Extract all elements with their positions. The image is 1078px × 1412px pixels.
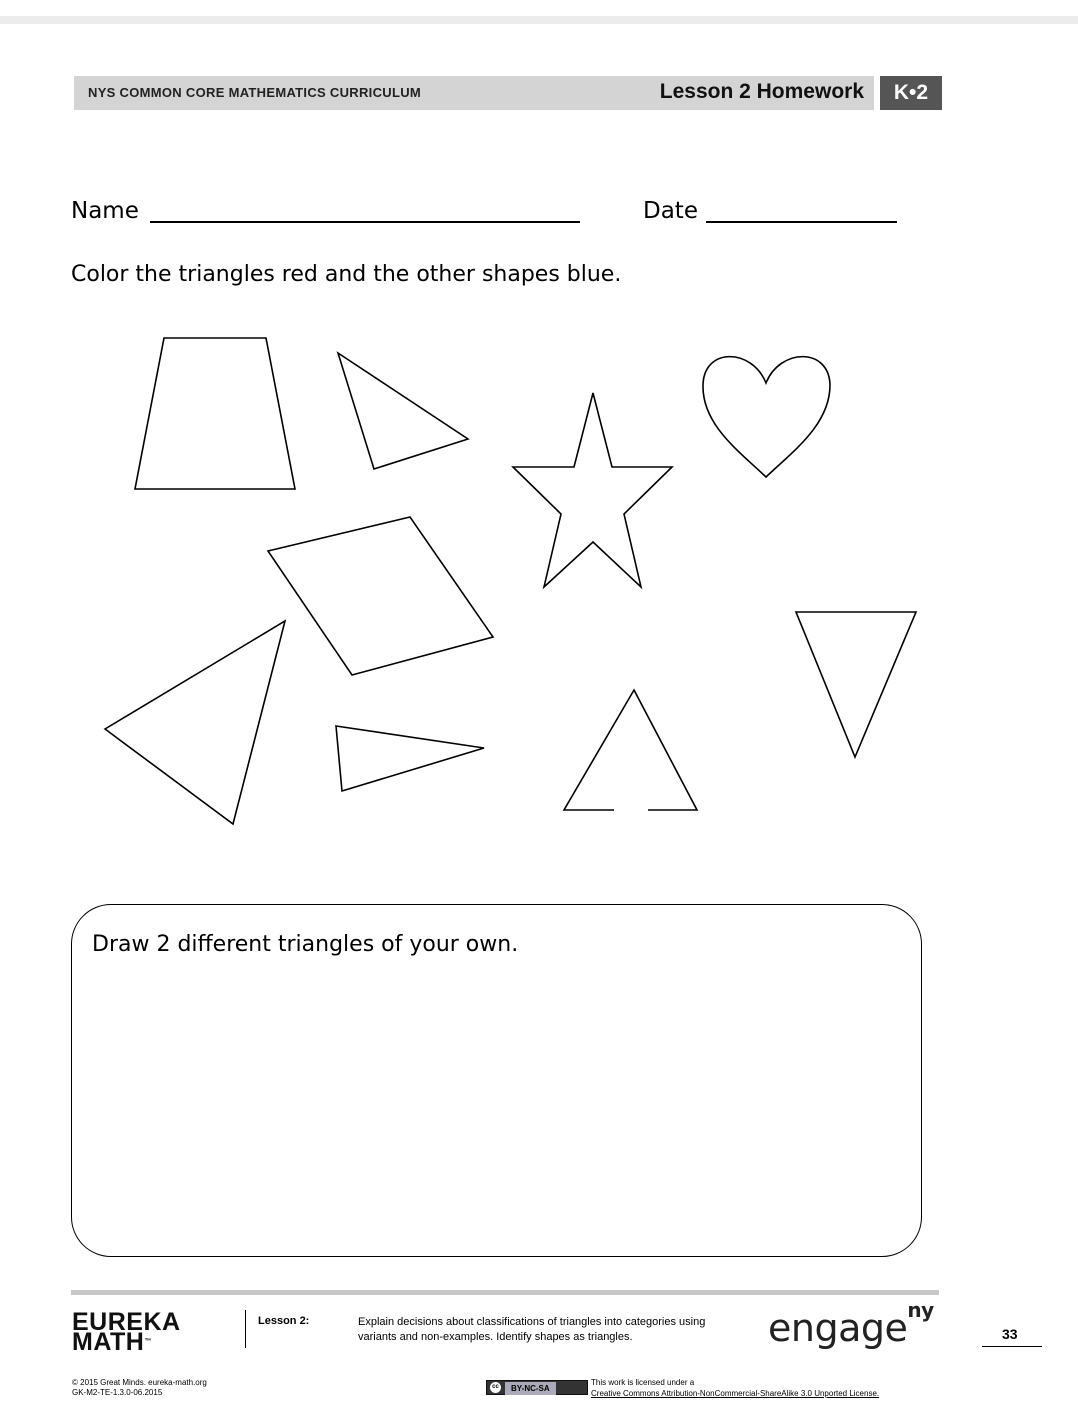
star-shape[interactable] <box>513 393 672 587</box>
curriculum-title: NYS COMMON CORE MATHEMATICS CURRICULUM <box>88 85 422 100</box>
description-line-2: variants and non-examples. Identify shapes as triangles. <box>358 1331 633 1343</box>
description-line-1: Explain decisions about classifications of triangles into categories using <box>358 1316 706 1328</box>
page-number-underline <box>982 1346 1042 1347</box>
grade-module-badge: K•2 <box>880 76 942 110</box>
copyright-line-2: GK-M2-TE-1.3.0-06.2015 <box>72 1388 163 1397</box>
license-line-1: This work is licensed under a <box>591 1378 695 1387</box>
creative-commons-badge[interactable] <box>486 1380 588 1395</box>
copyright-block <box>72 1378 207 1398</box>
engage-sup: ny <box>907 1298 934 1323</box>
license-text <box>591 1377 879 1399</box>
name-field[interactable] <box>150 221 580 223</box>
copyright-line-1: © 2015 Great Minds. eureka-math.org <box>72 1378 207 1387</box>
footer-description <box>358 1315 778 1345</box>
rhombus-shape[interactable] <box>268 517 493 675</box>
top-strip <box>0 16 1078 24</box>
logo-line-1: EUREKA <box>72 1308 181 1336</box>
header-bar <box>74 76 874 110</box>
drawing-prompt: Draw 2 different triangles of your own. <box>92 932 519 957</box>
open-triangle-shape[interactable] <box>564 690 697 810</box>
logo-line-2: MATH <box>72 1328 145 1356</box>
trapezoid-shape[interactable] <box>135 338 295 489</box>
heart-shape[interactable] <box>703 357 830 477</box>
trademark-mark: ™ <box>144 1338 152 1345</box>
date-field[interactable] <box>706 221 897 223</box>
engage-text: engage <box>768 1306 908 1350</box>
triangle-shape-3[interactable] <box>336 726 484 791</box>
lesson-title: Lesson 2 Homework <box>659 80 864 103</box>
eureka-math-logo <box>72 1308 181 1356</box>
cc-icon: cc <box>490 1382 501 1393</box>
footer-rule <box>71 1290 939 1295</box>
page-number: 33 <box>1002 1326 1018 1342</box>
footer-lesson-label: Lesson 2: <box>258 1315 310 1327</box>
triangle-shape-1[interactable] <box>338 353 468 469</box>
name-label: Name <box>71 198 139 224</box>
license-link[interactable]: Creative Commons Attribution-NonCommercial-ShareAlike 3.0 Unported License. <box>591 1389 880 1398</box>
footer-divider <box>245 1310 246 1348</box>
instruction-text: Color the triangles red and the other shapes blue. <box>71 262 622 287</box>
date-label: Date <box>643 198 698 224</box>
triangle-shape-2[interactable] <box>105 621 285 824</box>
drawing-area[interactable] <box>71 904 922 1257</box>
cc-badge-label: BY-NC-SA <box>505 1382 556 1395</box>
engageny-logo <box>768 1298 934 1350</box>
triangle-shape-4[interactable] <box>796 612 916 757</box>
